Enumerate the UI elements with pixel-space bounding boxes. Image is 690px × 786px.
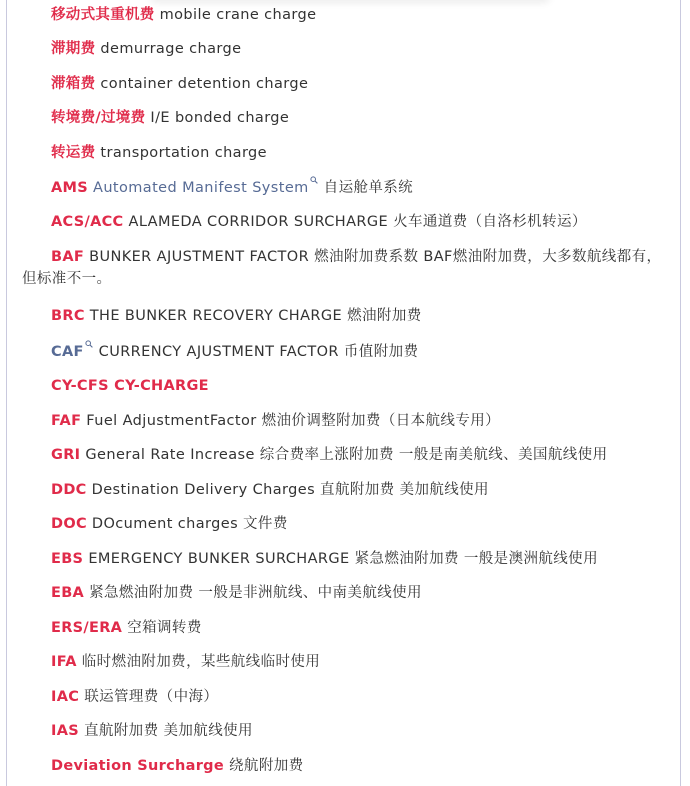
entry-term[interactable]: CAF — [51, 344, 84, 360]
search-icon[interactable] — [310, 176, 318, 184]
entry-term: EBA — [51, 585, 85, 601]
entry-container-detention — [22, 73, 308, 95]
entry-desc: EMERGENCY BUNKER SURCHARGE 紧急燃油附加费 一般是澳洲航线使用 — [88, 551, 598, 567]
entry-desc: mobile crane charge — [159, 7, 317, 23]
entry-desc: BUNKER AJUSTMENT FACTOR 燃油附加费系数 BAF燃油附加费，大多数航线都有，但标准不一。 — [22, 249, 662, 287]
entry-term: BAF — [51, 249, 85, 265]
entry-term: 移动式其重机费 — [51, 7, 155, 23]
entry-term: 滞箱费 — [51, 76, 96, 92]
entry-desc: 临时燃油附加费，某些航线临时使用 — [81, 654, 321, 670]
entry-term: AMS — [51, 180, 88, 196]
entry-bonded — [22, 107, 289, 129]
entry-brc — [22, 305, 422, 327]
entry-term: CY-CFS CY-CHARGE — [51, 378, 209, 394]
entry-ebs — [22, 548, 598, 570]
entry-gri — [22, 444, 607, 466]
entry-desc: THE BUNKER RECOVERY CHARGE 燃油附加费 — [89, 308, 422, 324]
entry-iac — [22, 686, 218, 708]
entry-desc: transportation charge — [100, 145, 267, 161]
entry-mobile-crane — [22, 4, 316, 26]
entry-desc: Destination Delivery Charges 直航附加费 美加航线使用 — [91, 482, 489, 498]
entry-desc: I/E bonded charge — [150, 110, 290, 126]
ams-search-link[interactable]: Automated Manifest System — [93, 180, 309, 196]
entry-doc — [22, 513, 288, 535]
entry-desc: 自运舱单系统 — [323, 180, 414, 196]
entry-term: Deviation Surcharge — [51, 758, 224, 774]
entry-deviation — [22, 755, 304, 777]
entry-term: ERS/ERA — [51, 620, 123, 636]
entry-desc: Fuel AdjustmentFactor 燃油价调整附加费（日本航线专用） — [86, 413, 501, 429]
entry-term: 转境费/过境费 — [51, 110, 146, 126]
entry-desc: 空箱调转费 — [127, 620, 202, 636]
entry-baf — [22, 246, 667, 290]
entry-desc: 绕航附加费 — [229, 758, 304, 774]
entry-term: FAF — [51, 413, 82, 429]
entry-term: EBS — [51, 551, 84, 567]
entry-caf — [22, 341, 418, 363]
entry-eba — [22, 582, 422, 604]
entry-term: 滞期费 — [51, 41, 96, 57]
entry-transportation — [22, 142, 267, 164]
entry-acs — [22, 211, 587, 233]
entry-term: 转运费 — [51, 145, 96, 161]
entry-term: GRI — [51, 447, 81, 463]
entry-ams — [22, 177, 413, 199]
entry-desc: General Rate Increase 综合费率上涨附加费 一般是南美航线、美国航线使用 — [85, 447, 608, 463]
entry-desc: 紧急燃油附加费 一般是非洲航线、中南美航线使用 — [89, 585, 422, 601]
entry-ifa — [22, 651, 320, 673]
entry-term: BRC — [51, 308, 85, 324]
entry-desc: demurrage charge — [100, 41, 242, 57]
entry-desc: 联运管理费（中海） — [84, 689, 219, 705]
entry-desc: container detention charge — [100, 76, 309, 92]
entry-desc: 直航附加费 美加航线使用 — [83, 723, 253, 739]
entry-cy-cfs — [22, 375, 209, 397]
entry-faf — [22, 410, 500, 432]
entry-desc: ALAMEDA CORRIDOR SURCHARGE 火车通道费（自洛杉机转运） — [128, 214, 587, 230]
entry-term: ACS/ACC — [51, 214, 124, 230]
entry-ddc — [22, 479, 489, 501]
entry-term: IAC — [51, 689, 80, 705]
entry-term: IFA — [51, 654, 77, 670]
entry-ers — [22, 617, 202, 639]
entry-demurrage — [22, 38, 241, 60]
entry-desc: DOcument charges 文件费 — [91, 516, 288, 532]
entry-desc: CURRENCY AJUSTMENT FACTOR 币值附加费 — [98, 344, 419, 360]
entry-term: IAS — [51, 723, 79, 739]
entry-term: DOC — [51, 516, 87, 532]
entry-ias — [22, 720, 253, 742]
search-icon[interactable] — [85, 340, 93, 348]
entry-term: DDC — [51, 482, 87, 498]
